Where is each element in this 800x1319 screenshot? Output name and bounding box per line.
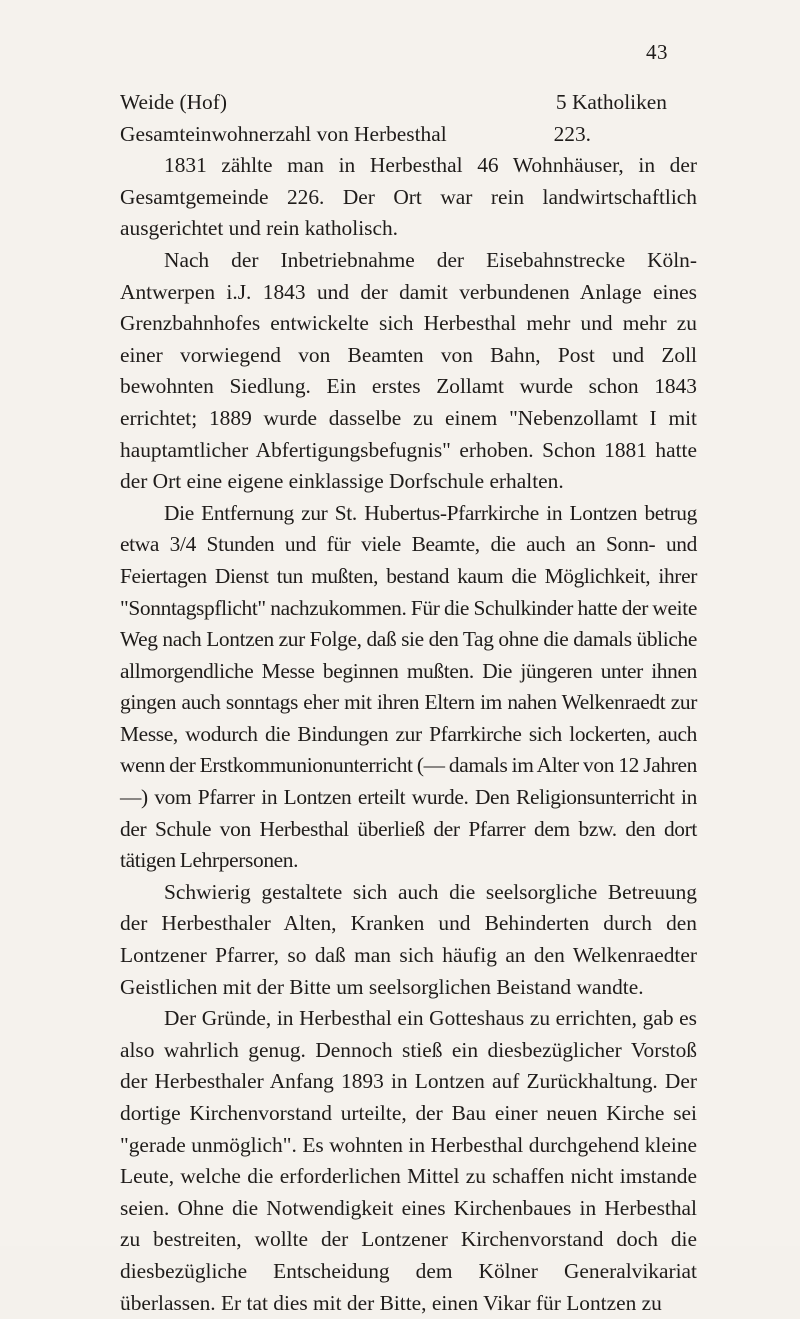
row-label: Gesamteinwohnerzahl von Herbesthal	[120, 121, 447, 146]
paragraph-railway: Nach der Inbetriebnahme der Eisebahnstrecke Köln-Antwerpen i.J. 1843 und der damit verbundenen Anlage eines Grenzbahnhofes entwickelte sich Herbesthal mehr und mehr zu einer vorwiegend von Beamten von Bahn, Post und Zoll bewohnten Siedlung. Ein erstes Zollamt wurde schon 1843 errichtet; 1889 wurde dasselbe zu einem "Nebenzollamt I mit hauptamtlicher Abfertigungsbefugnis" erhoben. Schon 1881 hatte der Ort eine eigene einklassige Dorfschule erhalten.	[120, 247, 697, 494]
table-row	[120, 87, 697, 119]
page-number: 43	[646, 40, 668, 64]
paragraph-church-reasons: Der Gründe, in Herbesthal ein Gotteshaus zu errichten, gab es also wahrlich genug. Dennoch stieß ein diesbezüglicher Vorstoß der Herbesthaler Anfang 1893 in Lontzen auf Zurückhaltung. Der dortige Kirchenvorstand urteilte, der Bau einer neuen Kirche sei "gerade unmöglich". Es wohnten in Herbesthal durchgehend kleine Leute, welche die erforderlichen Mittel zu schaffen nicht imstande seien. Ohne die Notwendigkeit eines Kirchenbaues in Herbesthal zu bestreiten, wollte der Lontzener Kirchenvorstand doch die diesbezügliche Entscheidung dem Kölner Generalvikariat überlassen. Er tat dies mit der Bitte, einen Vikar für Lontzen zu	[120, 1006, 697, 1315]
row-value: 5 Katholiken	[555, 90, 667, 114]
paragraph-pastoral-care: Schwierig gestaltete sich auch die seelsorgliche Betreuung der Herbesthaler Alten, Kranken und Behinderten durch den Lontzener Pfarrer, so daß man sich häufig an den Welkenraedter Geistlichen mit der Bitte um seelsorglichen Beistand wandte.	[120, 879, 697, 999]
paragraph-houses: 1831 zählte man in Herbesthal 46 Wohnhäuser, in der Gesamtgemeinde 226. Der Ort war rein landwirtschaftlich ausgerichtet und rein katholisch.	[120, 153, 697, 241]
paragraph-distance: Die Entfernung zur St. Hubertus-Pfarrkirche in Lontzen betrug etwa 3/4 Stunden und für viele Beamte, die auch an Sonn- und Feiertagen Dienst tun mußten, bestand kaum die Möglichkeit, ihrer "Sonntagspflicht" nachzukommen. Für die Schulkinder hatte der weite Weg nach Lontzen zur Folge, daß sie den Tag ohne die damals übliche allmorgendliche Messe beginnen mußten. Die jüngeren unter ihnen gingen auch sonntags eher mit ihren Eltern im nahen Welkenraedt zur Messe, wodurch die Bindungen zur Pfarrkirche sich lockerten, auch wenn der Erstkommunionunterricht (— damals im Alter von 12 Jahren —) vom Pfarrer in Lontzen erteilt wurde. Den Religionsunterricht in der Schule von Herbesthal überließ der Pfarrer dem bzw. den dort tätigen Lehrpersonen.	[120, 500, 697, 873]
body-text	[120, 87, 697, 1319]
table-row	[120, 119, 697, 151]
row-label: Weide (Hof)	[120, 90, 227, 114]
row-value: 223.	[553, 121, 591, 146]
